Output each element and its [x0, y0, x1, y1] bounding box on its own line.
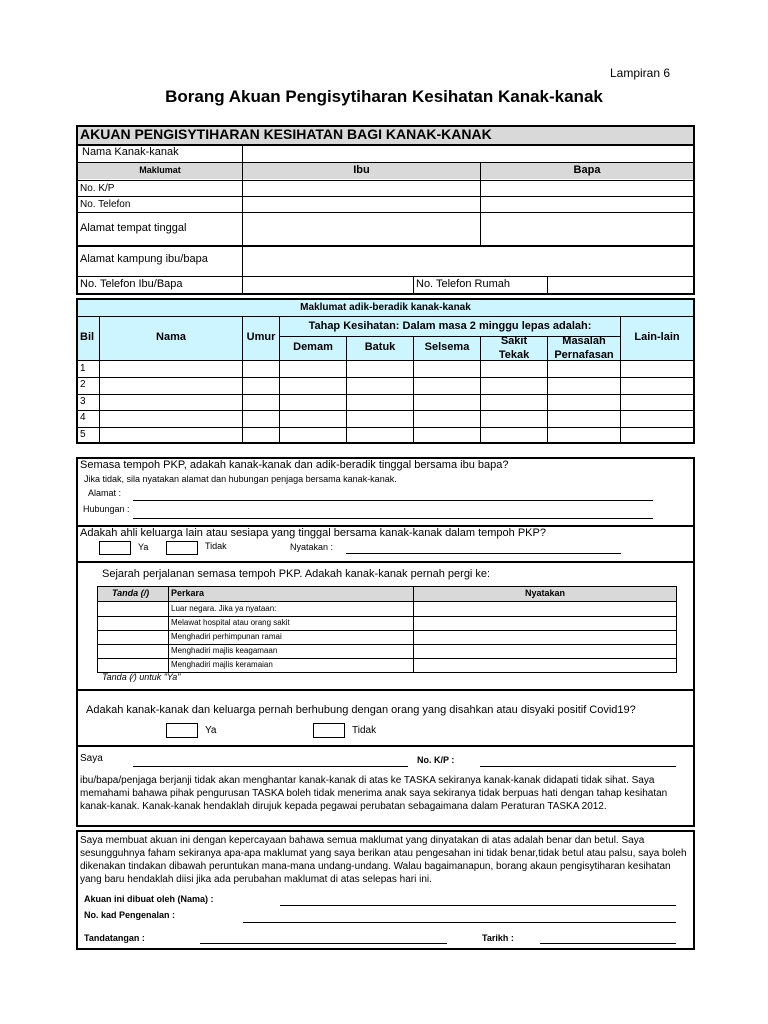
saya-name-line[interactable]	[133, 766, 408, 767]
alamat-ibu-field[interactable]	[244, 213, 478, 244]
travel-nyatakan-cell[interactable]	[414, 630, 676, 643]
pkp-note-1: Jika tidak, sila nyatakan alamat dan hubungan penjaga bersama kanak-kanak.	[84, 474, 397, 484]
nyatakan-label: Nyatakan :	[290, 542, 334, 552]
tandatangan-line[interactable]	[200, 943, 447, 944]
sibling-row[interactable]	[100, 377, 693, 392]
travel-tanda-cell[interactable]	[99, 602, 167, 615]
travel-item-label: Menghadiri majlis keramaian	[171, 660, 273, 669]
travel-item-label: Luar negara. Jika ya nyataan:	[171, 604, 277, 613]
sibling-row-number: 1	[80, 363, 86, 374]
col-batuk: Batuk	[364, 341, 396, 353]
ya-label-1: Ya	[138, 542, 149, 552]
lampiran-label: Lampiran 6	[610, 66, 671, 80]
row-tel-rumah-label: No. Telefon Rumah	[416, 278, 510, 290]
tarikh-line[interactable]	[540, 943, 676, 944]
col-bil: Bil	[80, 331, 95, 343]
alamat-label: Alamat :	[88, 488, 122, 498]
sibling-row-number: 3	[80, 396, 86, 407]
sibling-row-number: 5	[80, 429, 86, 440]
row-telefon-label: No. Telefon	[80, 199, 131, 210]
travel-tanda-cell[interactable]	[99, 658, 167, 671]
sibling-row[interactable]	[100, 361, 693, 376]
pkp-question-1: Semasa tempoh PKP, adakah kanak-kanak dan adik-beradik tinggal bersama ibu bapa?	[80, 459, 509, 471]
col-perkara: Perkara	[171, 588, 205, 598]
siblings-heading: Maklumat adik-beradik kanak-kanak	[300, 302, 471, 313]
telefon-ibu-field[interactable]	[244, 197, 478, 212]
col-umur: Umur	[246, 331, 276, 343]
dibuat-oleh-line[interactable]	[280, 905, 676, 906]
sibling-row[interactable]	[100, 410, 693, 425]
col-lain: Lain-lain	[634, 331, 680, 343]
tidak-checkbox-2[interactable]	[313, 723, 345, 738]
alamat-bapa-field[interactable]	[482, 213, 692, 244]
sibling-row[interactable]	[100, 427, 693, 442]
travel-footnote: Tanda (⁄) untuk "Ya"	[102, 672, 181, 682]
travel-nyatakan-cell[interactable]	[414, 644, 676, 657]
col-masalah: Masalah Pernafasan	[554, 335, 614, 358]
tarikh-label: Tarikh :	[482, 933, 514, 943]
kp-bapa-field[interactable]	[482, 181, 692, 196]
travel-tanda-cell[interactable]	[99, 616, 167, 629]
col-ibu: Ibu	[353, 164, 370, 176]
col-demam: Demam	[293, 341, 333, 353]
travel-nyatakan-cell[interactable]	[414, 602, 676, 615]
telefon-bapa-field[interactable]	[482, 197, 692, 212]
travel-item-label: Menghadiri perhimpunan ramai	[171, 632, 282, 641]
covid-question: Adakah kanak-kanak dan keluarga pernah berhubung dengan orang yang disahkan atau disyaki positif Covid19?	[86, 704, 636, 716]
col-bapa: Bapa	[573, 164, 601, 176]
col-nama: Nama	[156, 331, 186, 343]
ya-checkbox-2[interactable]	[166, 723, 198, 738]
tel-rumah-field[interactable]	[549, 278, 692, 292]
row-alamat-label: Alamat tempat tinggal	[80, 222, 187, 234]
col-maklumat: Maklumat	[139, 165, 181, 175]
nama-label: Nama Kanak-kanak	[82, 146, 179, 158]
col-tanda: Tanda (/)	[112, 588, 150, 598]
sibling-row-number: 2	[80, 379, 86, 390]
kp-ibu-field[interactable]	[244, 181, 478, 196]
col-nyatakan: Nyatakan	[524, 588, 566, 598]
nyatakan-line[interactable]	[346, 553, 621, 554]
tahap-heading: Tahap Kesihatan: Dalam masa 2 minggu lepas adalah:	[308, 320, 592, 332]
row-tel-ibubapa-label: No. Telefon Ibu/Bapa	[80, 278, 183, 290]
saya-label: Saya	[80, 753, 103, 764]
travel-heading: Sejarah perjalanan semasa tempoh PKP. Adakah kanak-kanak pernah pergi ke:	[102, 568, 491, 580]
ya-label-2: Ya	[205, 725, 217, 736]
travel-nyatakan-cell[interactable]	[414, 616, 676, 629]
travel-nyatakan-cell[interactable]	[414, 658, 676, 671]
travel-item-label: Menghadiri majlis keagamaan	[171, 646, 278, 655]
pkp-question-2: Adakah ahli keluarga lain atau sesiapa yang tinggal bersama kanak-kanak dalam tempoh PKP?	[80, 527, 546, 539]
tidak-checkbox-1[interactable]	[166, 541, 198, 555]
section-heading: AKUAN PENGISYTIHARAN KESIHATAN BAGI KANAK-KANAK	[80, 126, 492, 142]
row-kp-label: No. K/P	[80, 183, 115, 194]
sibling-row-number: 4	[80, 412, 86, 423]
alamat-line[interactable]	[133, 500, 653, 501]
col-selsema: Selsema	[424, 341, 470, 353]
tidak-label-2: Tidak	[352, 725, 377, 736]
no-kp-label: No. K/P :	[417, 755, 455, 765]
hubungan-line[interactable]	[133, 518, 653, 519]
kampung-field[interactable]	[244, 247, 692, 275]
sibling-row[interactable]	[100, 394, 693, 409]
row-kampung-label: Alamat kampung ibu/bapa	[80, 253, 208, 265]
declaration-text: Saya membuat akuan ini dengan kepercayaan bahawa semua maklumat yang dinyatakan di atas adalah benar dan betul. Saya sesungguhnya faham sekiranya apa-apa maklumat yang saya berikan atau pengesahan ini tidak benar,tidak betul atau palsu, saya boleh dikenakan tindakan dibawah peruntukan mana-mana undang-undang. Walau bagaimanapun, borang akaun pengisytiharan kesihatan yang baru hendaklah diisi jika ada perubahan maklumat di atas selepas hari ini.	[80, 835, 687, 885]
nama-field[interactable]	[244, 146, 692, 161]
pledge-text: ibu/bapa/penjaga berjanji tidak akan menghantar kanak-kanak di atas ke TASKA sekiranya kanak-kanak didapati tidak sihat. Saya memahami bahawa pihak pengurusan TASKA boleh tidak menerima anak saya sekiranya tidak berpuas hati dengan tahap kesihatan kanak-kanak. Kanak-kanak hendaklah dirujuk kepada pegawai perubatan sebagaimana dalam Peraturan TASKA 2012.	[80, 775, 668, 812]
col-sakit-tekak: Sakit Tekak	[498, 335, 530, 358]
kad-pengenalan-line[interactable]	[243, 922, 676, 923]
travel-tanda-cell[interactable]	[99, 630, 167, 643]
tandatangan-label: Tandatangan :	[84, 933, 145, 943]
tidak-label-1: Tidak	[205, 541, 227, 551]
hubungan-label: Hubungan :	[83, 504, 130, 514]
ya-checkbox-1[interactable]	[99, 541, 131, 555]
no-kp-line[interactable]	[480, 766, 676, 767]
travel-tanda-cell[interactable]	[99, 644, 167, 657]
travel-item-label: Melawat hospital atau orang sakit	[171, 618, 290, 627]
tel-ibubapa-field[interactable]	[244, 278, 412, 292]
dibuat-oleh-label: Akuan ini dibuat oleh (Nama) :	[84, 894, 214, 904]
kad-pengenalan-label: No. kad Pengenalan :	[84, 910, 176, 920]
page-title: Borang Akuan Pengisytiharan Kesihatan Kanak-kanak	[165, 87, 603, 106]
